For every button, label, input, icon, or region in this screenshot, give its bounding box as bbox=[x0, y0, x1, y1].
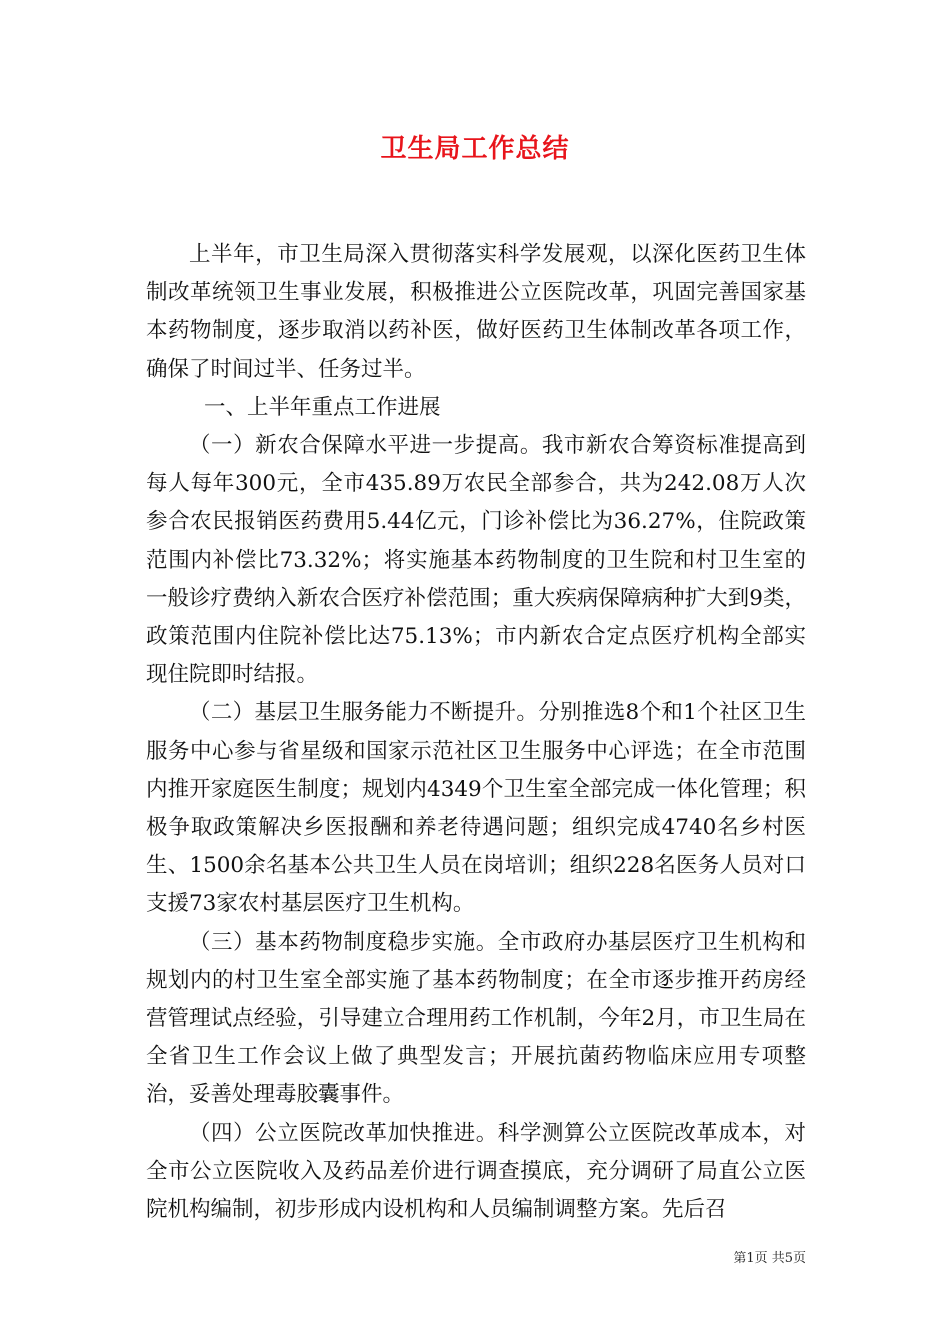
document-body bbox=[146, 236, 806, 1229]
paragraph-gongli-yiyuan: （四）公立医院改革加快推进。科学测算公立医院改革成本，对全市公立医院收入及药品差价进行调查摸底，充分调研了局直公立医院机构编制，初步形成内设机构和人员编制调整方案。先后召 bbox=[146, 1120, 806, 1223]
paragraph-jiceng: （二）基层卫生服务能力不断提升。分别推选8个和1个社区卫生服务中心参与省星级和国家示范社区卫生服务中心评选；在全市范围内推开家庭医生制度；规划内4349个卫生室全部完成一体化管理；积极争取政策解决乡医报酬和养老待遇问题；组织完成4740名乡村医生、1500余名基本公共卫生人员在岗培训；组织228名医务人员对口支援73家农村基层医疗卫生机构。 bbox=[146, 700, 806, 917]
paragraph-xinnonghe: （一）新农合保障水平进一步提高。我市新农合筹资标准提高到每人每年300元，全市435.89万农民全部参合，共为242.08万人次参合农民报销医药费用5.44亿元，门诊补偿比为36.27%，住院政策范围内补偿比73.32%；将实施基本药物制度的卫生院和村卫生室的一般诊疗费纳入新农合医疗补偿范围；重大疾病保障病种扩大到9类，政策范围内住院补偿比达75.13%；市内新农合定点医疗机构全部实现住院即时结报。 bbox=[146, 433, 806, 688]
section-heading: 一、上半年重点工作进展 bbox=[204, 394, 441, 420]
paragraph-intro: 上半年，市卫生局深入贯彻落实科学发展观，以深化医药卫生体制改革统领卫生事业发展，积极推进公立医院改革，巩固完善国家基本药物制度，逐步取消以药补医，做好医药卫生体制改革各项工作，确保了时间过半、任务过半。 bbox=[146, 242, 806, 382]
page-title: 卫生局工作总结 bbox=[380, 134, 570, 164]
page-footer: 第1页 共5页 bbox=[733, 1251, 806, 1266]
paragraph-jiben-yaowu: （三）基本药物制度稳步实施。全市政府办基层医疗卫生机构和规划内的村卫生室全部实施了基本药物制度；在全市逐步推开药房经营管理试点经验，引导建立合理用药工作机制，今年2月，市卫生局在全省卫生工作会议上做了典型发言；开展抗菌药物临床应用专项整治，妥善处理毒胶囊事件。 bbox=[146, 929, 806, 1108]
